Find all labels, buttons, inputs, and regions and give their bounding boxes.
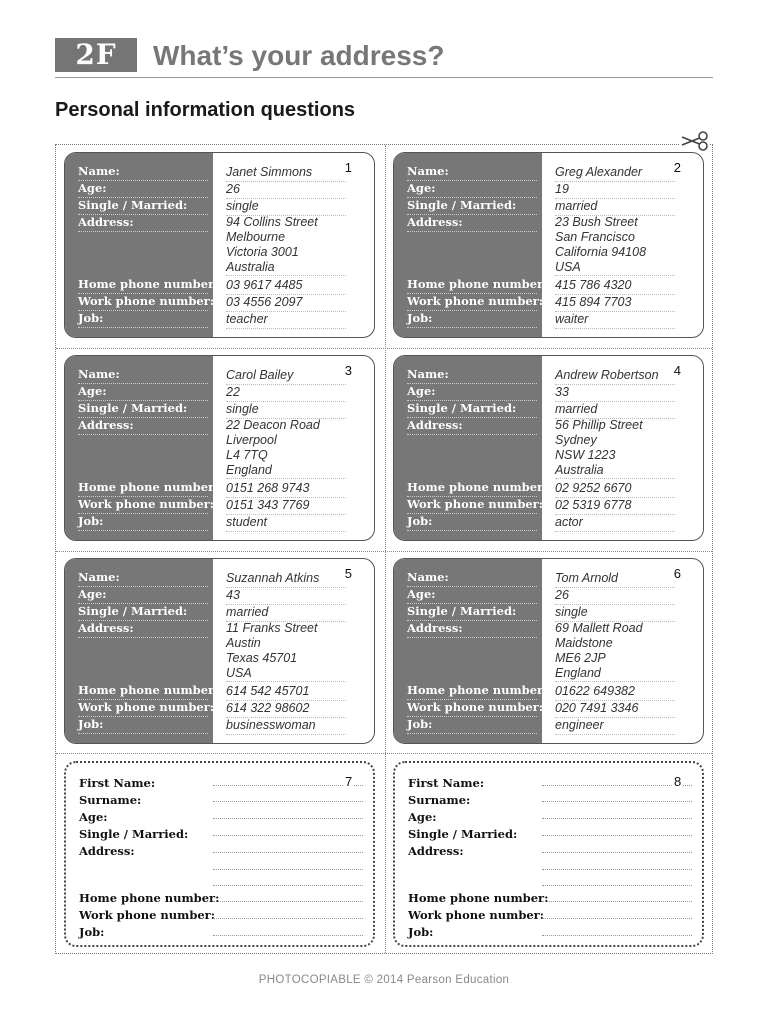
value-work-phone: 415 894 7703	[555, 295, 675, 312]
address-line: Australia	[555, 463, 604, 477]
address-line: Victoria 3001	[226, 245, 299, 259]
value-marital: single	[226, 199, 346, 216]
label-surname: Surname:	[79, 793, 142, 807]
label-job: Job:	[79, 925, 105, 939]
label-home-phone: Home phone number:	[407, 683, 537, 700]
address-line: 56 Phillip Street	[555, 418, 643, 432]
value-home-phone: 03 9617 4485	[226, 278, 346, 295]
label-marital: Single / Married:	[407, 198, 537, 215]
section-heading: Personal information questions	[55, 99, 356, 121]
person-card	[393, 355, 704, 541]
address-line: Texas 45701	[226, 651, 298, 665]
card-number: 6	[673, 566, 681, 581]
label-work-phone: Work phone number:	[78, 294, 208, 311]
write-in-line	[542, 901, 692, 902]
label-home-phone: Home phone number:	[78, 277, 208, 294]
value-age: 26	[226, 182, 346, 199]
value-address	[226, 621, 346, 682]
value-age: 19	[555, 182, 675, 199]
write-in-line	[213, 918, 363, 919]
label-age: Age:	[407, 181, 537, 198]
label-home-phone: Home phone number:	[408, 891, 549, 905]
value-marital: married	[226, 605, 346, 622]
value-age: 43	[226, 588, 346, 605]
label-age: Age:	[78, 181, 208, 198]
page-title: What’s your address?	[153, 40, 445, 71]
label-first-name: First Name:	[408, 776, 485, 790]
value-job: businesswoman	[226, 718, 346, 735]
label-address: Address:	[78, 215, 208, 232]
label-work-phone: Work phone number:	[78, 497, 208, 514]
address-line: 22 Deacon Road	[226, 418, 320, 432]
address-line: Maidstone	[555, 636, 613, 650]
cut-out-sheet	[55, 144, 713, 954]
address-line: 94 Collins Street	[226, 215, 318, 229]
address-line: USA	[226, 666, 252, 680]
write-in-line	[542, 818, 692, 819]
write-in-line	[213, 835, 363, 836]
value-address	[555, 215, 675, 276]
label-job: Job:	[407, 717, 537, 734]
write-in-line	[542, 918, 692, 919]
label-address: Address:	[78, 418, 208, 435]
label-address: Address:	[79, 844, 135, 858]
card-number: 1	[344, 160, 352, 175]
copyright-footer: PHOTOCOPIABLE © 2014 Pearson Education	[258, 974, 510, 986]
label-home-phone: Home phone number:	[407, 277, 537, 294]
value-home-phone: 02 9252 6670	[555, 481, 675, 498]
address-line: San Francisco	[555, 230, 635, 244]
card-number: 3	[344, 363, 352, 378]
value-age: 26	[555, 588, 675, 605]
value-home-phone: 0151 268 9743	[226, 481, 346, 498]
label-job: Job:	[78, 717, 208, 734]
value-job: student	[226, 515, 346, 532]
value-work-phone: 0151 343 7769	[226, 498, 346, 515]
label-work-phone: Work phone number:	[407, 497, 537, 514]
value-job: waiter	[555, 312, 675, 329]
value-work-phone: 614 322 98602	[226, 701, 346, 718]
label-marital: Single / Married:	[78, 198, 208, 215]
address-line: Australia	[226, 260, 275, 274]
label-address: Address:	[407, 621, 537, 638]
address-line: Liverpool	[226, 433, 277, 447]
label-marital: Single / Married:	[79, 827, 189, 841]
write-in-line	[213, 801, 363, 802]
address-line: England	[226, 463, 272, 477]
value-address	[226, 418, 346, 479]
card-number: 2	[673, 160, 681, 175]
person-card	[393, 558, 704, 744]
person-card	[64, 558, 375, 744]
person-card	[64, 355, 375, 541]
write-in-line	[213, 785, 363, 786]
value-work-phone: 020 7491 3346	[555, 701, 675, 718]
label-age: Age:	[407, 384, 537, 401]
label-age: Age:	[78, 384, 208, 401]
write-in-line	[542, 801, 692, 802]
scissors-icon	[679, 130, 709, 152]
value-name: Janet Simmons	[226, 165, 346, 182]
label-name: Name:	[78, 164, 208, 181]
label-surname: Surname:	[408, 793, 471, 807]
address-line: 69 Mallett Road	[555, 621, 643, 635]
address-line: L4 7TQ	[226, 448, 268, 462]
address-line: England	[555, 666, 601, 680]
label-work-phone: Work phone number:	[408, 908, 544, 922]
label-age: Age:	[78, 587, 208, 604]
blank-card	[64, 761, 375, 947]
unit-badge: 2F	[55, 38, 137, 72]
horizontal-cut-line	[56, 348, 712, 349]
value-name: Suzannah Atkins	[226, 571, 346, 588]
write-in-line	[213, 818, 363, 819]
value-home-phone: 01622 649382	[555, 684, 675, 701]
value-address	[555, 418, 675, 479]
value-name: Tom Arnold	[555, 571, 675, 588]
address-line: ME6 2JP	[555, 651, 606, 665]
write-in-line	[542, 935, 692, 936]
vertical-cut-line	[385, 145, 386, 953]
label-name: Name:	[407, 570, 537, 587]
value-work-phone: 03 4556 2097	[226, 295, 346, 312]
blank-card	[393, 761, 704, 947]
label-address: Address:	[407, 418, 537, 435]
write-in-line	[542, 852, 692, 853]
label-work-phone: Work phone number:	[79, 908, 215, 922]
person-card	[393, 152, 704, 338]
value-home-phone: 415 786 4320	[555, 278, 675, 295]
address-line: 11 Franks Street	[226, 621, 318, 635]
card-number: 5	[344, 566, 352, 581]
address-line: Austin	[226, 636, 261, 650]
label-job: Job:	[78, 311, 208, 328]
write-in-line	[213, 935, 363, 936]
write-in-line	[542, 835, 692, 836]
value-age: 33	[555, 385, 675, 402]
label-address: Address:	[78, 621, 208, 638]
label-job: Job:	[408, 925, 434, 939]
card-number: 8	[674, 774, 682, 789]
write-in-line	[213, 885, 363, 886]
label-name: Name:	[407, 367, 537, 384]
write-in-line	[542, 869, 692, 870]
address-line: USA	[555, 260, 581, 274]
horizontal-cut-line	[56, 753, 712, 754]
write-in-line	[213, 852, 363, 853]
header-bar	[55, 38, 713, 78]
label-marital: Single / Married:	[407, 401, 537, 418]
label-home-phone: Home phone number:	[78, 683, 208, 700]
value-name: Greg Alexander	[555, 165, 675, 182]
value-marital: married	[555, 199, 675, 216]
person-card	[64, 152, 375, 338]
write-in-line	[213, 901, 363, 902]
label-work-phone: Work phone number:	[407, 700, 537, 717]
write-in-line	[542, 885, 692, 886]
label-age: Age:	[79, 810, 108, 824]
label-age: Age:	[407, 587, 537, 604]
label-job: Job:	[78, 514, 208, 531]
label-marital: Single / Married:	[78, 604, 208, 621]
value-job: teacher	[226, 312, 346, 329]
label-work-phone: Work phone number:	[407, 294, 537, 311]
label-marital: Single / Married:	[408, 827, 518, 841]
address-line: Melbourne	[226, 230, 286, 244]
card-number: 4	[673, 363, 681, 378]
label-address: Address:	[407, 215, 537, 232]
value-marital: married	[555, 402, 675, 419]
label-age: Age:	[408, 810, 437, 824]
value-age: 22	[226, 385, 346, 402]
value-address	[555, 621, 675, 682]
label-name: Name:	[407, 164, 537, 181]
value-marital: single	[226, 402, 346, 419]
label-home-phone: Home phone number:	[78, 480, 208, 497]
label-work-phone: Work phone number:	[78, 700, 208, 717]
value-home-phone: 614 542 45701	[226, 684, 346, 701]
value-job: actor	[555, 515, 675, 532]
address-line: 23 Bush Street	[555, 215, 638, 229]
label-marital: Single / Married:	[407, 604, 537, 621]
label-address: Address:	[408, 844, 464, 858]
label-first-name: First Name:	[79, 776, 156, 790]
value-name: Carol Bailey	[226, 368, 346, 385]
value-marital: single	[555, 605, 675, 622]
label-home-phone: Home phone number:	[407, 480, 537, 497]
label-home-phone: Home phone number:	[79, 891, 220, 905]
value-work-phone: 02 5319 6778	[555, 498, 675, 515]
value-address	[226, 215, 346, 276]
label-marital: Single / Married:	[78, 401, 208, 418]
horizontal-cut-line	[56, 551, 712, 552]
label-name: Name:	[78, 367, 208, 384]
address-line: NSW 1223	[555, 448, 616, 462]
value-job: engineer	[555, 718, 675, 735]
card-number: 7	[345, 774, 353, 789]
write-in-line	[213, 869, 363, 870]
address-line: Sydney	[555, 433, 597, 447]
address-line: California 94108	[555, 245, 647, 259]
value-name: Andrew Robertson	[555, 368, 675, 385]
write-in-line	[542, 785, 692, 786]
label-job: Job:	[407, 311, 537, 328]
label-name: Name:	[78, 570, 208, 587]
label-job: Job:	[407, 514, 537, 531]
